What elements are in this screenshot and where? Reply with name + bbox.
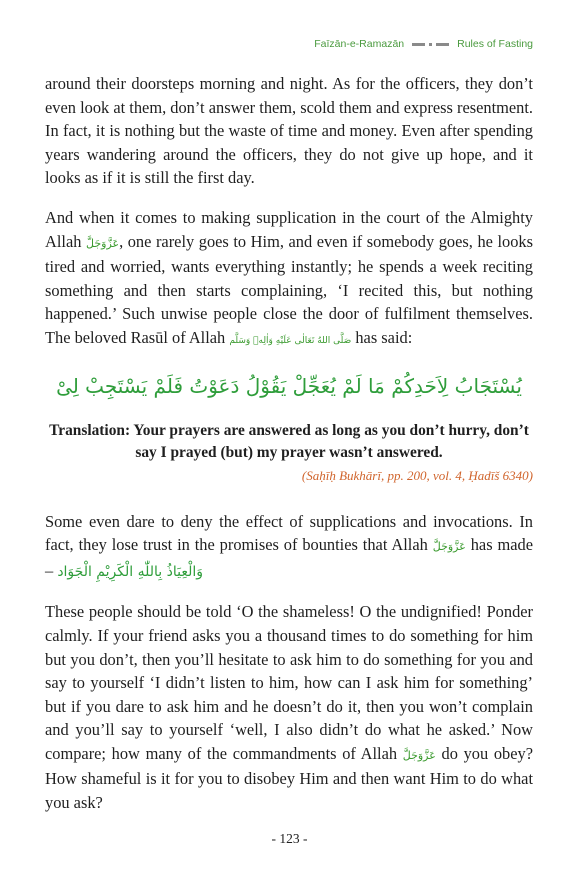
paragraph-1: around their doorsteps morning and night. As for the officers, they don’t even look at them, don’t answer them, scold them and express resentment. In fact, it is nothing but the waste of time and money. Even after spending years wandering around the officers, they do not give up hope, and it looks as if it is still the first day. — [45, 74, 533, 188]
paragraph-4-text-a: These people should be told ‘O the shameless! O the undignified! Ponder calmly. If your friend asks you a thousand times to do something for him but you don’t, then you’ll hesitate to ask him to do something for you and say to yourself ‘I didn’t listen to him, how can I ask him for something’ but if you dare to ask him and he doesn’t do it, then you won’t complain and you’ll say to yourself ‘well, I also didn’t do what he asked.’ Now compare; how many of the commandments of Allah — [45, 602, 533, 763]
dua-arabic: وَالْعِيَاذُ بِاللّٰهِ الْكَرِيْمِ الْجَوَاد — [57, 563, 203, 580]
honorific-azza-wa-jalla-2: عَزَّوَجَلَّ — [432, 540, 466, 554]
running-header — [314, 38, 533, 50]
paragraph-4-text-b: do you obey? How shameful is it for you to disobey Him and then want Him to do what you ask? — [45, 743, 533, 813]
hadith-reference: (Saḥīḥ Bukhārī, pp. 200, vol. 4, Ḥadīš 6340) — [301, 467, 533, 483]
page-number: - 123 - — [271, 831, 308, 846]
hadith-arabic-text: يُسْتَجَابُ لِاَحَدِكُمْ مَا لَمْ يُعَجِّلْ يَقُوْلُ دَعَوْتُ فَلَمْ يَسْتَجِبْ لِىْ — [56, 373, 522, 398]
book-title: Faīzān-e-Ramazān — [314, 38, 405, 50]
header-separator — [412, 43, 449, 46]
paragraph-2-text-c: has said: — [355, 327, 413, 347]
paragraph-3 — [45, 510, 533, 585]
chapter-title: Rules of Fasting — [457, 38, 533, 50]
paragraph-2-text-a: And when it comes to making supplication in the court of the Almighty Allah — [45, 207, 533, 251]
salutation-on-prophet: صَلَّى اللهُ تَعَالٰى عَلَيْهِ وَاٰلِهٖ وَسَلَّم — [229, 335, 352, 346]
paragraph-2 — [45, 206, 533, 354]
hadith-translation: Translation: Your prayers are answered as long as you don’t hurry, don’t say I prayed (but) my prayer wasn’t answered. — [49, 421, 529, 461]
paragraph-3-text-b: has made – — [45, 535, 533, 580]
page-content — [45, 72, 533, 815]
paragraph-4 — [45, 600, 533, 814]
honorific-azza-wa-jalla-3: عَزَّوَجَلَّ — [402, 748, 436, 762]
paragraph-2-text-b: , one rarely goes to Him, and even if somebody goes, he looks tired and worried, wants everything instantly; he spends a week reciting something and then starts complaining, ‘I recited this, but nothing happened.’ Such unwise people close the door of fulfilment themselves. The beloved Rasūl of Allah — [45, 231, 533, 347]
honorific-azza-wa-jalla: عَزَّوَجَلَّ — [86, 236, 120, 250]
paragraph-3-text-a: Some even dare to deny the effect of supplications and invocations. In fact, they lose trust in the promises of bounties that Allah — [45, 511, 533, 555]
